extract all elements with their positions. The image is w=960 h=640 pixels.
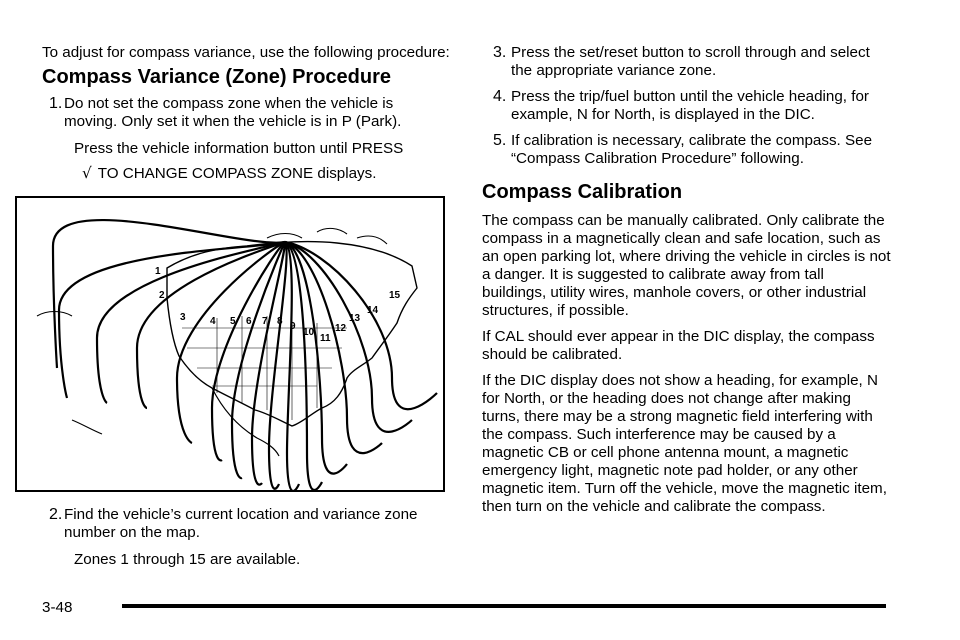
zone-label-2: 2	[159, 290, 165, 301]
compass-zone-map-svg	[17, 198, 443, 490]
zone-label-4: 4	[210, 316, 216, 327]
zone-label-12: 12	[335, 323, 347, 334]
zone-label-6: 6	[246, 316, 252, 327]
left-column	[42, 44, 450, 575]
zone-label-7: 7	[262, 316, 268, 327]
calibration-paragraph-1: The compass can be manually calibrated. Only calibrate the compass in a magnetically clean and safe location, such as an open parking lot, where driving the vehicle in circles is not a danger. It is suggested to calibrate away from tall buildings, utility wires, manhole covers, or other industrial structures, if possible.	[482, 212, 891, 319]
zone-label-14: 14	[367, 305, 379, 316]
step-2	[42, 506, 450, 542]
right-column	[482, 44, 892, 524]
zone-line-3	[97, 242, 285, 403]
step-3-number: 3.	[493, 44, 507, 61]
step-2-text: Find the vehicle’s current location and variance zone number on the map.	[64, 506, 418, 541]
zone-label-5: 5	[230, 316, 236, 327]
step-2-number: 2.	[49, 506, 63, 523]
zone-line-15	[285, 242, 437, 409]
step-4	[482, 88, 892, 124]
zone-line-13	[285, 242, 382, 453]
compass-zone-map	[15, 196, 445, 492]
zone-label-1: 1	[155, 266, 161, 277]
step-4-text: Press the trip/fuel button until the vehicle heading, for example, N for North, is displayed in the DIC.	[511, 88, 869, 123]
zone-line-6	[212, 242, 285, 460]
step-1-number: 1.	[49, 95, 63, 112]
zone-label-3: 3	[180, 312, 186, 323]
step-1-sub-a: Press the vehicle information button until PRESS	[74, 140, 404, 157]
footer-rule	[122, 604, 886, 608]
zone-label-11: 11	[320, 333, 331, 344]
calibration-paragraph-2: If CAL should ever appear in the DIC display, the compass should be calibrated.	[482, 328, 875, 363]
step-3-text: Press the set/reset button to scroll through and select the appropriate variance zone.	[511, 44, 870, 79]
step-5	[482, 132, 892, 168]
step-3	[482, 44, 892, 80]
calibration-paragraph-3: If the DIC display does not show a heading, for example, N for North, or the heading does not change after making turns, there may be a strong magnetic field interfering with the compass. Such interference may be caused by a magnetic CB or cell phone antenna mount, a magnetic emergency light, magnetic note pad holder, or any other magnetic item. Turn off the vehicle, move the magnetic item, then turn on the vehicle and calibrate the compass.	[482, 372, 887, 515]
step-4-number: 4.	[493, 88, 507, 105]
calibration-heading: Compass Calibration	[482, 181, 683, 203]
intro-text: To adjust for compass variance, use the following procedure:	[42, 44, 450, 61]
zone-label-9: 9	[290, 321, 296, 332]
zone-label-15: 15	[389, 290, 401, 301]
step-1-sub-b	[42, 164, 450, 183]
step-2-sub: Zones 1 through 15 are available.	[74, 551, 301, 568]
check-mark-icon: √	[82, 164, 92, 182]
zone-label-13: 13	[349, 313, 361, 324]
page-number: 3-48	[42, 599, 73, 616]
zone-label-8: 8	[277, 316, 283, 327]
step-5-number: 5.	[493, 132, 507, 149]
variance-procedure-heading: Compass Variance (Zone) Procedure	[42, 66, 392, 88]
step-5-text: If calibration is necessary, calibrate the compass. See “Compass Calibration Procedure” following.	[511, 132, 873, 167]
step-1-text: Do not set the compass zone when the vehicle is moving. Only set it when the vehicle is in P (Park).	[64, 95, 402, 130]
zone-label-10: 10	[303, 327, 315, 338]
pacific-islands	[72, 420, 102, 434]
zone-line-5	[177, 242, 285, 443]
step-1-sub-b-text: TO CHANGE COMPASS ZONE displays.	[97, 165, 377, 182]
step-1	[42, 95, 450, 131]
